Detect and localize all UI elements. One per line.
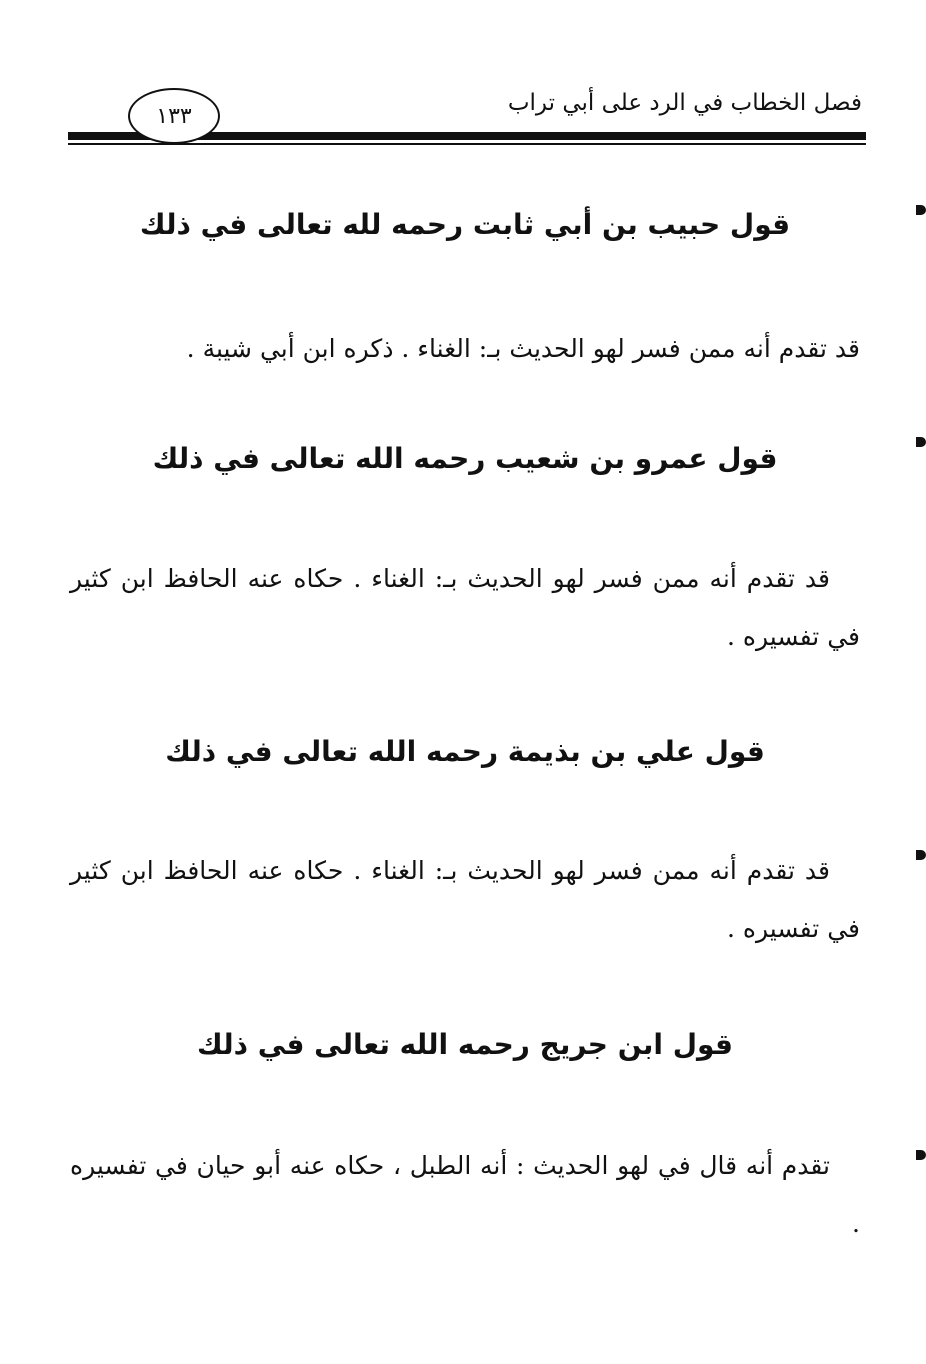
- running-title: فصل الخطاب في الرد على أبي تراب: [507, 90, 862, 116]
- section-heading-amr: قول عمرو بن شعيب رحمه الله تعالى في ذلك: [152, 442, 778, 475]
- section-heading-habib: قول حبيب بن أبي ثابت رحمه لله تعالى في ذلك: [139, 208, 791, 241]
- section-body-amr: قد تقدم أنه ممن فسر لهو الحديث بـ: الغناء . حكاه عنه الحافظ ابن كثير في تفسيره .: [70, 564, 860, 651]
- section-body-habib: قد تقدم أنه ممن فسر لهو الحديث بـ: الغناء . ذكره ابن أبي شيبة .: [186, 334, 860, 363]
- section-body-ibn-jurayj: تقدم أنه قال في لهو الحديث : أنه الطبل ، حكاه عنه أبو حيان في تفسيره .: [70, 1151, 860, 1238]
- margin-mark: [916, 437, 926, 447]
- margin-mark: [916, 1150, 926, 1160]
- section-body-ali: قد تقدم أنه ممن فسر لهو الحديث بـ: الغناء . حكاه عنه الحافظ ابن كثير في تفسيره .: [70, 856, 860, 943]
- page-header: [68, 82, 866, 154]
- header-rule-thin: [68, 143, 866, 145]
- page-number: ١٣٣: [128, 88, 220, 144]
- section-heading-ibn-jurayj: قول ابن جريج رحمه الله تعالى في ذلك: [197, 1028, 733, 1061]
- margin-mark: [916, 850, 926, 860]
- section-heading-ali: قول علي بن بذيمة رحمه الله تعالى في ذلك: [165, 735, 765, 768]
- margin-mark: [916, 205, 926, 215]
